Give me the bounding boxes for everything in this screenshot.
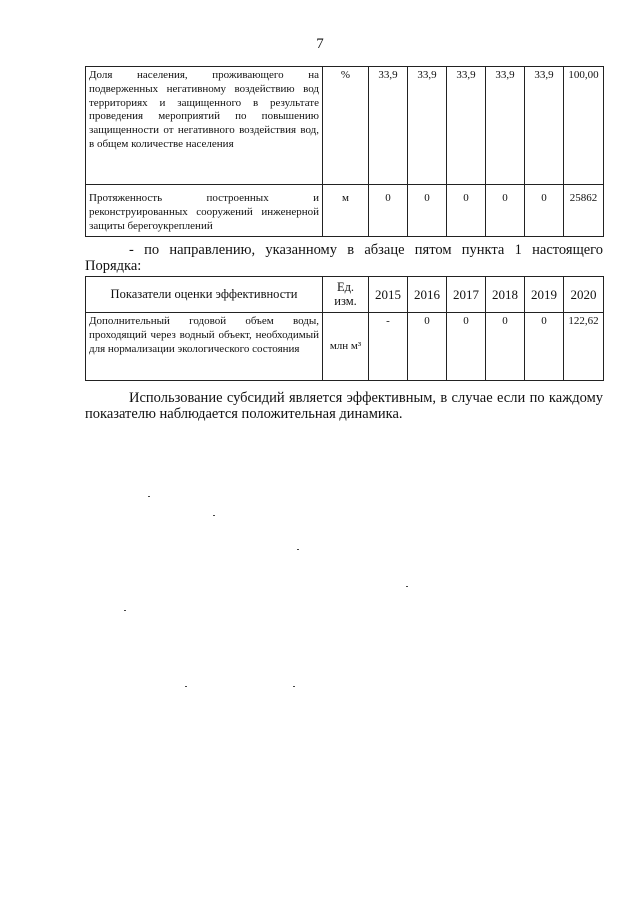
table-row	[86, 185, 604, 237]
scan-speck	[406, 586, 408, 587]
table-row	[86, 67, 604, 185]
indicator-unit: %	[323, 67, 369, 185]
indicator-name: Дополнительный годовой объем воды, проходящий через водный объект, необходимый для нормализации экологического состояния	[86, 313, 323, 381]
indicator-value: 0	[369, 185, 408, 237]
efficiency-table	[85, 276, 604, 381]
indicator-name: Доля населения, проживающего на подверженных негативному воздействию вод территориях и защищенного в результате проведения мероприятий по повышению защищенности от негативного воздействия вод, в общем количестве населения	[86, 67, 323, 185]
indicator-value: 0	[408, 313, 447, 381]
indicator-value: 122,62	[564, 313, 604, 381]
indicator-value: 33,9	[369, 67, 408, 185]
page-number: 7	[316, 36, 324, 52]
indicator-value: 0	[486, 313, 525, 381]
scan-speck	[293, 686, 295, 687]
header-unit: Ед. изм.	[323, 277, 369, 313]
header-year: 2020	[564, 277, 604, 313]
table-row	[86, 313, 604, 381]
table-header-row	[86, 277, 604, 313]
conclusion-paragraph: Использование субсидий является эффективным, в случае если по каждому показателю наблюдается положительная динамика.	[85, 390, 603, 422]
indicator-name: Протяженность построенных и реконструированных сооружений инженерной защиты берегоукреплений	[86, 185, 323, 237]
indicator-value: 33,9	[408, 67, 447, 185]
scan-speck	[185, 686, 187, 687]
indicators-table-continued	[85, 66, 604, 237]
header-year: 2018	[486, 277, 525, 313]
header-year: 2019	[525, 277, 564, 313]
scan-speck	[124, 610, 126, 611]
indicator-value: 0	[525, 185, 564, 237]
indicator-value: 33,9	[447, 67, 486, 185]
indicator-value: 25862	[564, 185, 604, 237]
indicator-value: 0	[447, 185, 486, 237]
indicator-value: 0	[486, 185, 525, 237]
header-year: 2017	[447, 277, 486, 313]
indicator-value: 0	[525, 313, 564, 381]
indicator-unit: м	[323, 185, 369, 237]
indicator-value: 0	[408, 185, 447, 237]
header-year: 2016	[408, 277, 447, 313]
indicator-value: 0	[447, 313, 486, 381]
scan-speck	[297, 549, 299, 550]
indicator-unit: млн м³	[323, 313, 369, 381]
header-year: 2015	[369, 277, 408, 313]
scan-speck	[213, 515, 215, 516]
header-indicator: Показатели оценки эффективности	[86, 277, 323, 313]
scan-speck	[148, 496, 150, 497]
indicator-value: -	[369, 313, 408, 381]
indicator-value: 33,9	[486, 67, 525, 185]
indicator-value: 100,00	[564, 67, 604, 185]
direction-paragraph: - по направлению, указанному в абзаце пятом пункта 1 настоящего Порядка:	[85, 242, 603, 274]
indicator-value: 33,9	[525, 67, 564, 185]
